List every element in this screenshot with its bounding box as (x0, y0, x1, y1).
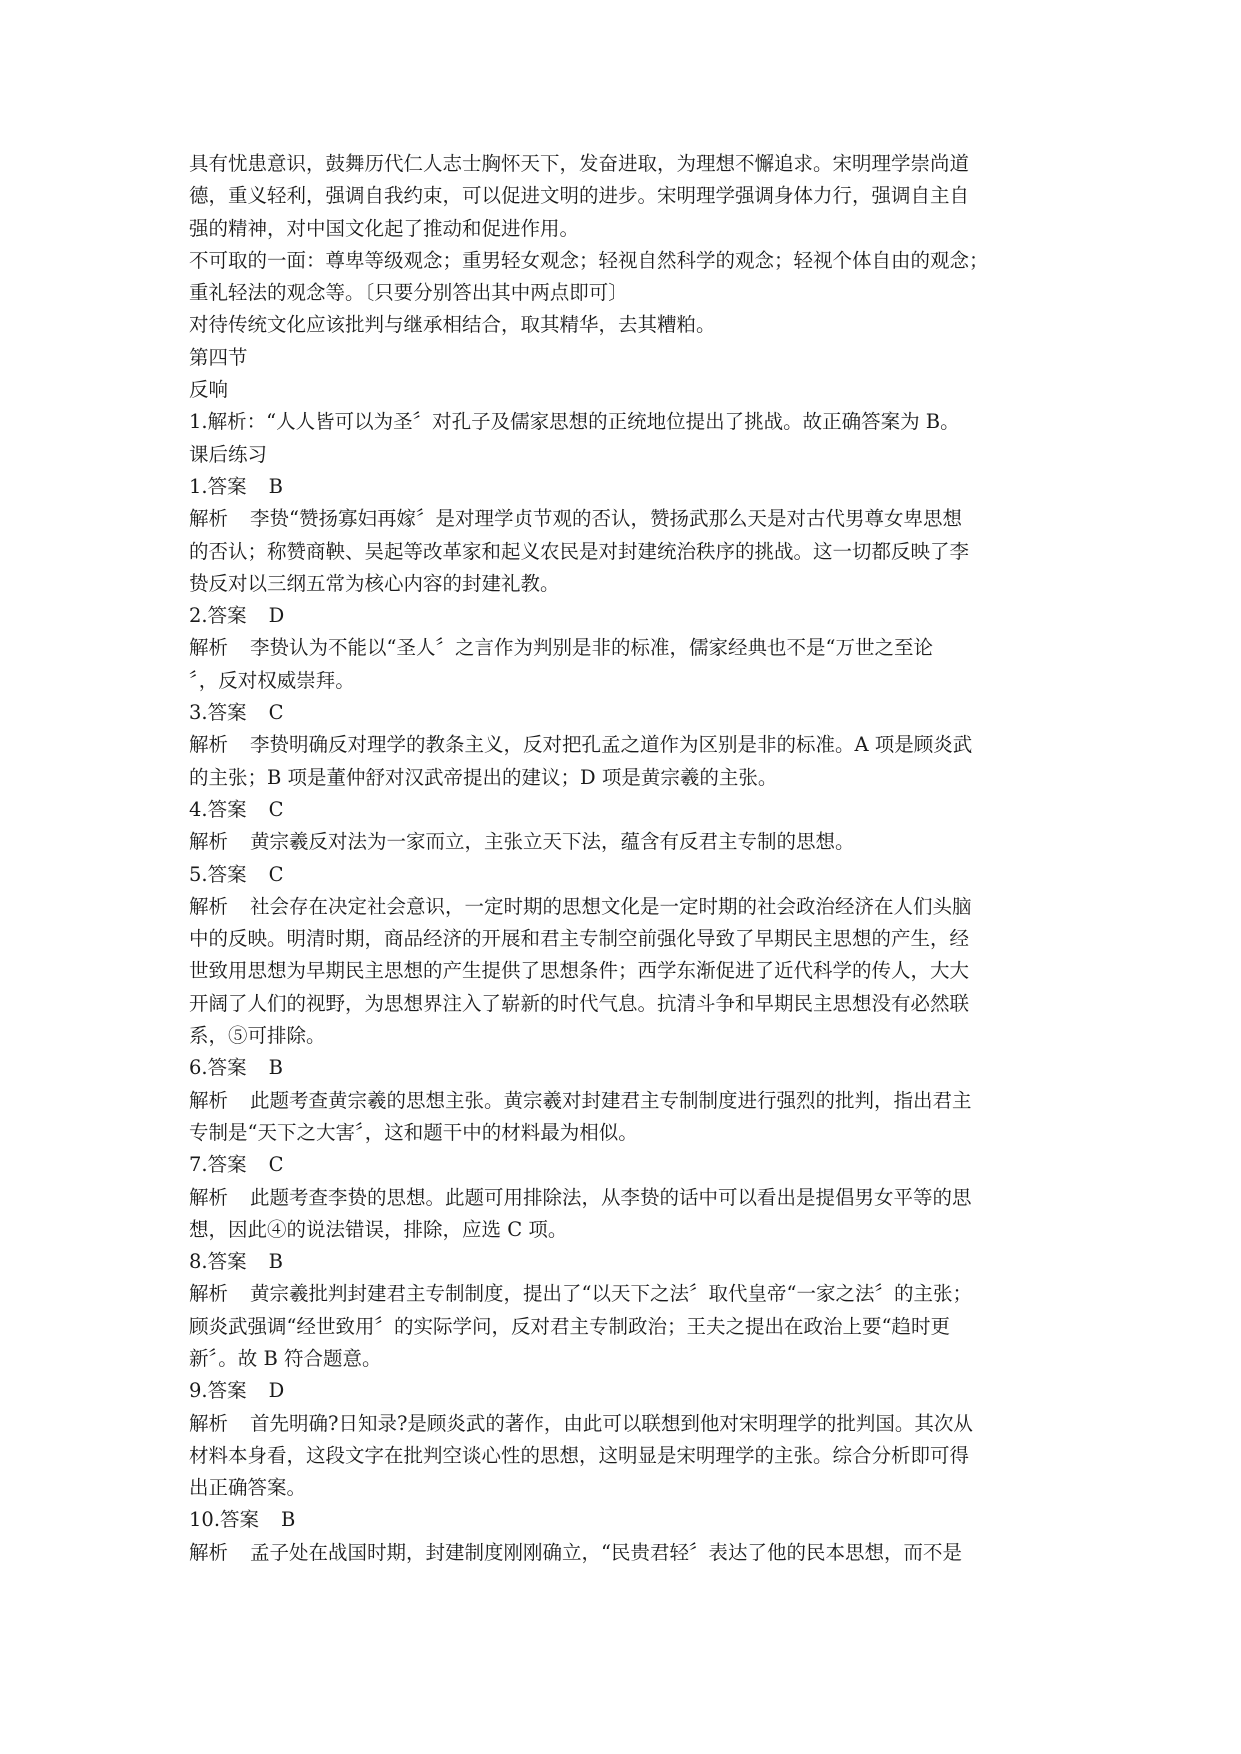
item-number: 8. (189, 1250, 208, 1274)
answer-value: B (268, 474, 283, 498)
exercises-title: 课后练习 (189, 442, 268, 466)
analysis-label: 解析 (189, 1185, 229, 1209)
question-analysis: 1.解析：“人人皆可以为圣〞对孔子及儒家思想的正统地位提出了挑战。故正确答案为 B。 (189, 410, 960, 434)
analysis-text: 开阔了人们的视野，为思想界注入了崭新的时代气息。抗清斗争和早期民主思想没有必然联 (189, 991, 970, 1015)
analysis-line (189, 729, 1069, 761)
analysis-text: 系，⑤可排除。 (189, 1024, 326, 1048)
analysis-line (189, 1085, 1069, 1117)
answer-line (189, 1504, 1069, 1536)
answer-label: 答案 (207, 1379, 247, 1403)
analysis-line (189, 923, 1069, 955)
analysis-text: 材料本身看，这段文字在批判空谈心性的思想，这明显是宋明理学的主张。综合分析即可得 (189, 1443, 970, 1467)
answer-value: B (268, 1056, 283, 1080)
answer-label: 答案 (207, 474, 247, 498)
analysis-line (189, 891, 1069, 923)
answer-label: 答案 (207, 604, 247, 628)
analysis-line (189, 632, 1069, 664)
analysis-line (189, 1182, 1069, 1214)
item-number: 5. (189, 862, 208, 886)
analysis-line (189, 1472, 1069, 1504)
answer-value: C (268, 701, 284, 725)
answer-value: D (268, 604, 285, 628)
text-line: 重礼轻法的观念等。〔只要分别答出其中两点即可〕 (189, 281, 628, 305)
answer-line (189, 471, 1069, 503)
answer-line (189, 1375, 1069, 1407)
section-title: 第四节 (189, 345, 248, 369)
analysis-line (189, 988, 1069, 1020)
item-number: 6. (189, 1056, 208, 1080)
analysis-text: 想，因此④的说法错误，排除，应选 C 项。 (189, 1217, 568, 1241)
analysis-text: 李贽认为不能以“圣人〞之言作为判别是非的标准，儒家经典也不是“万世之至论 (250, 636, 933, 660)
answer-line (189, 1149, 1069, 1181)
answer-line (189, 859, 1069, 891)
analysis-text: 的否认；称赞商鞅、吴起等改革家和起义农民是对封建统治秩序的挑战。这一切都反映了李 (189, 539, 970, 563)
analysis-line (189, 568, 1069, 600)
text-line: 具有忧患意识，鼓舞历代仁人志士胸怀天下，发奋进取，为理想不懈追求。宋明理学崇尚道 (189, 152, 970, 175)
analysis-text: 出正确答案。 (189, 1476, 307, 1500)
item-number: 7. (189, 1153, 208, 1177)
analysis-text: 世致用思想为早期民主思想的产生提供了思想条件；西学东渐促进了近代科学的传人，大大 (189, 959, 970, 983)
text-line: 德，重义轻利，强调自我约束，可以促进文明的进步。宋明理学强调身体力行，强调自主自 (189, 184, 970, 208)
answer-line (189, 1052, 1069, 1084)
answer-value: C (268, 1153, 284, 1177)
analysis-line (189, 503, 1069, 535)
analysis-text: 孟子处在战国时期，封建制度刚刚确立，“民贵君轻〞表达了他的民本思想，而不是 (250, 1540, 962, 1564)
analysis-text: 顾炎武强调“经世致用〞的实际学问，反对君主专制政治；王夫之提出在政治上要“趋时更 (189, 1314, 950, 1338)
analysis-label: 解析 (189, 894, 229, 918)
answer-value: C (268, 797, 284, 821)
section-subtitle: 反响 (189, 378, 229, 402)
analysis-line (189, 762, 1069, 794)
analysis-line (189, 1278, 1069, 1310)
analysis-text: 黄宗羲反对法为一家而立，主张立天下法，蕴含有反君主专制的思想。 (250, 830, 855, 854)
answer-label: 答案 (207, 862, 247, 886)
analysis-line (189, 536, 1069, 568)
answer-line (189, 697, 1069, 729)
analysis-line (189, 1311, 1069, 1343)
analysis-text: 社会存在决定社会意识，一定时期的思想文化是一定时期的社会政治经济在人们头脑 (250, 894, 972, 918)
answer-line (189, 794, 1069, 826)
analysis-line (189, 955, 1069, 987)
answer-list (189, 471, 1069, 1569)
answer-value: B (268, 1250, 283, 1274)
analysis-text: 新〞。故 B 符合题意。 (189, 1346, 382, 1370)
analysis-line (189, 665, 1069, 697)
analysis-label: 解析 (189, 636, 229, 660)
item-number: 2. (189, 604, 208, 628)
analysis-text: 中的反映。明清时期，商品经济的开展和君主专制空前强化导致了早期民主思想的产生，经 (189, 927, 970, 951)
analysis-label: 解析 (189, 1540, 229, 1564)
analysis-line (189, 1343, 1069, 1375)
analysis-text: 此题考查李贽的思想。此题可用排除法，从李贽的话中可以看出是提倡男女平等的思 (250, 1185, 972, 1209)
analysis-line (189, 1020, 1069, 1052)
analysis-text: 〞，反对权威崇拜。 (189, 668, 355, 692)
analysis-text: 黄宗羲批判封建君主专制制度，提出了“以天下之法〞取代皇帝“一家之法〞的主张； (250, 1282, 972, 1306)
answer-line (189, 600, 1069, 632)
item-number: 10. (189, 1508, 221, 1532)
answer-value: B (281, 1508, 296, 1532)
answer-value: D (268, 1379, 285, 1403)
analysis-label: 解析 (189, 733, 229, 757)
analysis-label: 解析 (189, 507, 229, 531)
answer-label: 答案 (207, 797, 247, 821)
analysis-line (189, 1408, 1069, 1440)
answer-value: C (268, 862, 284, 886)
document-body (189, 148, 1069, 1569)
item-number: 9. (189, 1379, 208, 1403)
analysis-text: 贽反对以三纲五常为核心内容的封建礼教。 (189, 571, 560, 595)
analysis-text: 专制是“天下之大害〞，这和题干中的材料最为相似。 (189, 1120, 638, 1144)
analysis-text: 李贽明确反对理学的教条主义，反对把孔孟之道作为区别是非的标准。A 项是顾炎武 (250, 733, 973, 757)
analysis-line (189, 1117, 1069, 1149)
answer-label: 答案 (207, 1250, 247, 1274)
text-line: 对待传统文化应该批判与继承相结合，取其精华，去其糟粕。 (189, 313, 716, 337)
analysis-label: 解析 (189, 830, 229, 854)
answer-label: 答案 (207, 701, 247, 725)
answer-label: 答案 (220, 1508, 260, 1532)
item-number: 4. (189, 797, 208, 821)
analysis-line (189, 1537, 1069, 1569)
answer-label: 答案 (207, 1056, 247, 1080)
analysis-line (189, 1214, 1069, 1246)
analysis-text: 的主张；B 项是董仲舒对汉武帝提出的建议；D 项是黄宗羲的主张。 (189, 765, 778, 789)
analysis-text: 首先明确?日知录?是顾炎武的著作，由此可以联想到他对宋明理学的批判国。其次从 (250, 1411, 973, 1435)
analysis-label: 解析 (189, 1282, 229, 1306)
analysis-line (189, 826, 1069, 858)
text-line: 强的精神，对中国文化起了推动和促进作用。 (189, 216, 580, 240)
analysis-label: 解析 (189, 1088, 229, 1112)
analysis-line (189, 1440, 1069, 1472)
answer-line (189, 1246, 1069, 1278)
analysis-text: 李贽“赞扬寡妇再嫁〞是对理学贞节观的否认，赞扬武那么天是对古代男尊女卑思想 (250, 507, 962, 531)
analysis-label: 解析 (189, 1411, 229, 1435)
text-line: 不可取的一面：尊卑等级观念；重男轻女观念；轻视自然科学的观念；轻视个体自由的观念； (189, 248, 989, 272)
analysis-text: 此题考查黄宗羲的思想主张。黄宗羲对封建君主专制制度进行强烈的批判，指出君主 (250, 1088, 972, 1112)
answer-label: 答案 (207, 1153, 247, 1177)
item-number: 3. (189, 701, 208, 725)
item-number: 1. (189, 474, 208, 498)
